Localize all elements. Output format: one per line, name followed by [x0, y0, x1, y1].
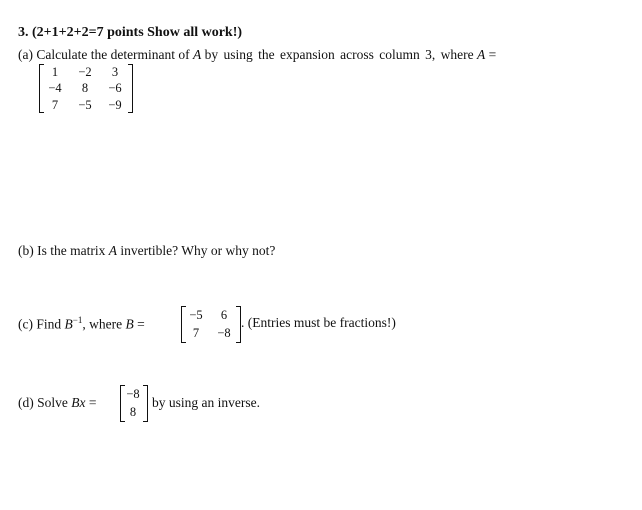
part-c-text-right: . (Entries must be fractions!)	[241, 315, 396, 330]
part-a-text: (a) Calculate the determinant of A by using the expansion across column 3, where A =	[18, 47, 497, 62]
vector-b: −8 8	[120, 385, 148, 422]
part-c-text-left: (c) Find $B^{-1}$, where B =	[18, 315, 145, 332]
matrix-a: 1 −2 3 −4 8 −6 7 −5 −9	[39, 64, 133, 113]
problem-title: 3. (2+1+2+2=7 points Show all work!)	[18, 25, 243, 40]
matrix-b: −5 6 7 −8	[181, 306, 241, 343]
part-d-text-left: (d) Solve Bx =	[18, 395, 97, 410]
part-b-text: (b) Is the matrix A invertible? Why or why not?	[18, 243, 276, 258]
part-d-text-right: by using an inverse.	[152, 395, 260, 410]
